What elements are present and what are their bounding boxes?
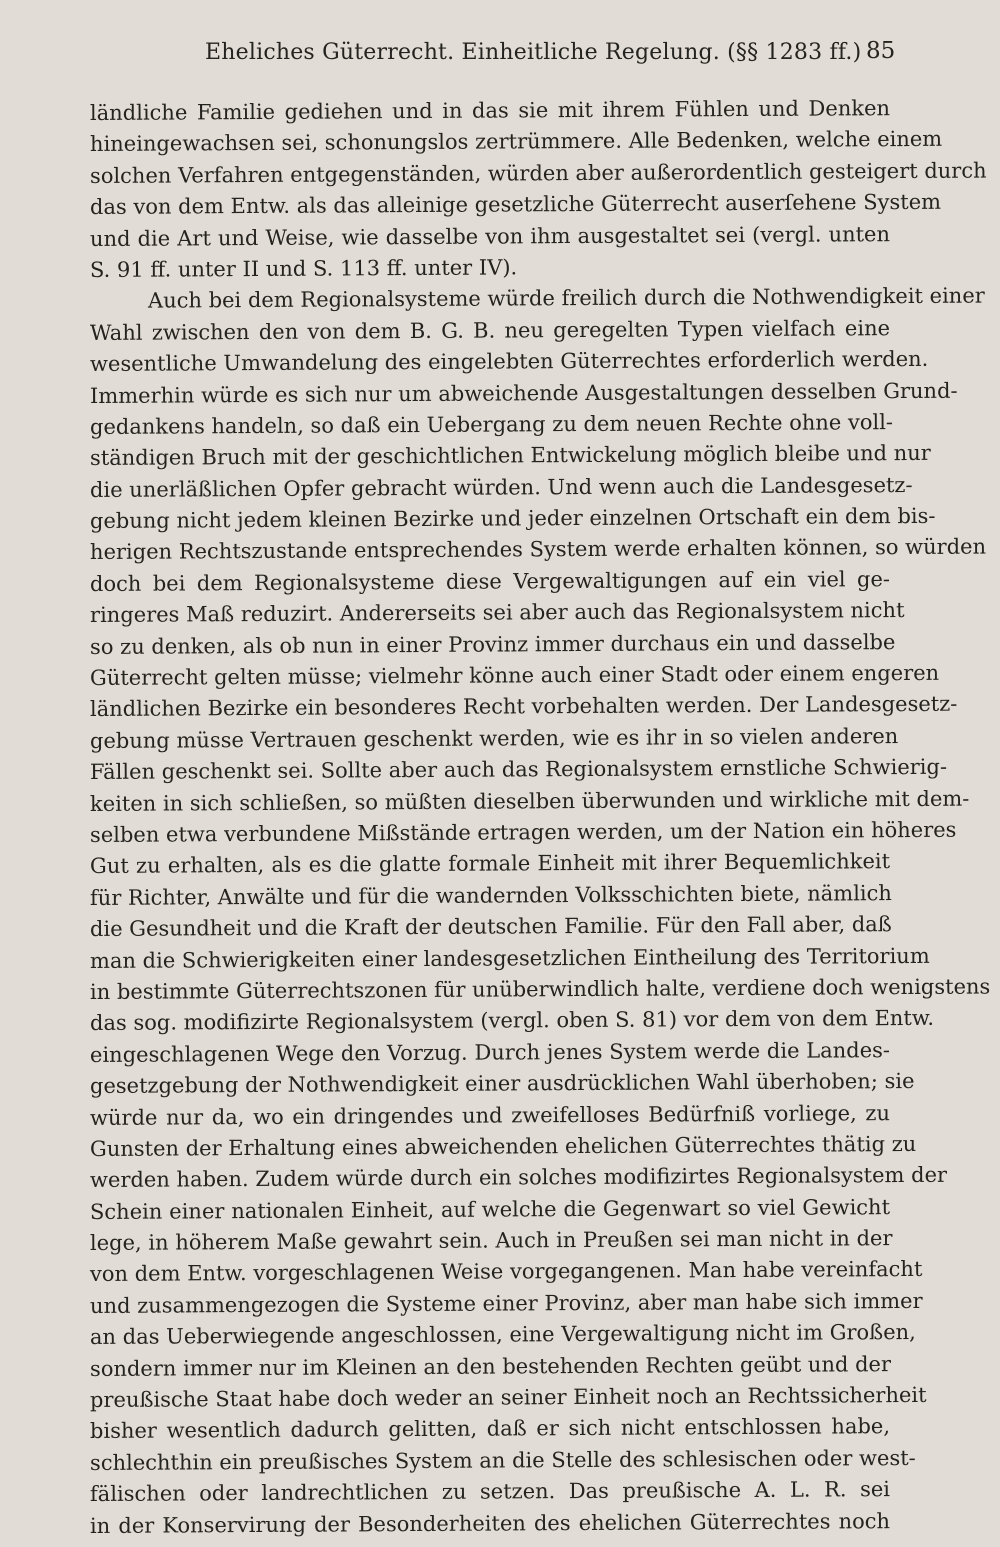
text-line: ländliche Familie gediehen und in das sie mit ihrem Fühlen und Denken [89, 96, 891, 125]
text-line: preußische Staat habe doch weder an seiner Einheit noch an Rechtssicherheit [89, 1382, 927, 1413]
text-line: gesetzgebung der Nothwendigkeit einer ausdrücklichen Wahl überhoben; sie [89, 1069, 915, 1099]
text-line: und zusammengezogen die Systeme einer Provinz, aber man habe sich immer [89, 1288, 923, 1318]
text-line: werden haben. Zudem würde durch ein solches modifizirtes Regionalsystem der [89, 1163, 948, 1193]
text-line: Immerhin würde es sich nur um abweichende Ausgestaltungen desselben Grund- [89, 378, 958, 408]
text-line: man die Schwierigkeiten einer landesgesetzlichen Eintheilung des Territorium [89, 943, 930, 973]
text-line: gebung nicht jedem kleinen Bezirke und jeder einzelnen Ortschaft ein dem bis- [89, 503, 936, 534]
text-line: schlechthin ein preußisches System an die Stelle des schlesischen oder west- [89, 1445, 916, 1475]
text-line: gedankens handeln, so daß ein Uebergang zu dem neuen Rechte ohne voll- [89, 410, 894, 439]
text-line: S. 91 ff. unter II und S. 113 ff. unter IV). [89, 255, 518, 282]
text-line: und die Art und Weise, wie dasselbe von ihm ausgestaltet sei (vergl. unten [89, 221, 891, 251]
running-head [0, 0, 1000, 90]
text-line: gebung müsse Vertrauen geschenkt werden, wie es ihr in so vielen anderen [89, 723, 899, 753]
paragraph-start-line: Auch bei dem Regionalsysteme würde freilich durch die Nothwendigkeit einer [147, 283, 985, 313]
text-line: das sog. modifizirte Regionalsystem (vergl. oben S. 81) vor dem von dem Entw. [89, 1006, 935, 1036]
text-line: würde nur da, wo ein dringendes und zweifelloses Bedürfniß vorliege, zu [89, 1100, 891, 1130]
text-line: so zu denken, als ob nun in einer Provinz immer durchaus ein und dasselbe [89, 629, 896, 659]
text-line: doch bei dem Regionalsysteme diese Vergewaltigungen auf ein viel ge- [89, 566, 891, 596]
text-line: selben etwa verbundene Mißstände ertragen werden, um der Nation ein höheres [89, 817, 957, 847]
text-line: bisher wesentlich dadurch gelitten, daß er sich nicht entschlossen habe, [89, 1414, 891, 1444]
running-title: Eheliches Güterrecht. Einheitliche Regelung. (§§ 1283 ff.) [205, 40, 862, 65]
text-line: lege, in höherem Maße gewahrt sein. Auch in Preußen sei man nicht in der [89, 1226, 893, 1256]
text-line: ringeres Maß reduzirt. Andererseits sei aber auch das Regionalsystem nicht [89, 598, 905, 628]
text-line: wesentliche Umwandelung des eingelebten Güterrechtes erforderlich werden. [89, 347, 929, 377]
text-line: in bestimmte Güterrechtszonen für unüberwindlich halte, verdiene doch wenigstens [89, 974, 991, 1004]
text-line: solchen Verfahren entgegenständen, würden aber außerordentlich gesteigert durch [89, 158, 987, 188]
text-line: eingeschlagenen Wege den Vorzug. Durch jenes System werde die Landes- [89, 1037, 891, 1067]
text-line: für Richter, Anwälte und für die wandernden Volksschichten biete, nämlich [89, 880, 892, 910]
text-line: ländlichen Bezirke ein besonderes Recht vorbehalten werden. Der Landesgesetz- [89, 692, 958, 722]
text-line: von dem Entw. vorgeschlagenen Weise vorgegangenen. Man habe vereinfacht [89, 1257, 923, 1287]
text-line: Fällen geschenkt sei. Sollte aber auch das Regionalsystem ernstliche Schwierig- [89, 754, 948, 785]
text-line: Gut zu erhalten, als es die glatte formale Einheit mit ihrer Bequemlichkeit [89, 849, 891, 879]
body-text [89, 96, 991, 1542]
text-line: sondern immer nur im Kleinen an den bestehenden Rechten geübt und der [89, 1351, 892, 1381]
text-line: an das Ueberwiegende angeschlossen, eine Vergewaltigung nicht im Großen, [89, 1320, 916, 1350]
text-line: keiten in sich schließen, so müßten dieselben überwunden und wirkliche mit dem- [89, 786, 970, 816]
text-line: Wahl zwischen den von dem B. G. B. neu geregelten Typen vielfach eine [89, 315, 891, 345]
text-line: in der Konservirung der Besonderheiten des ehelichen Güterrechtes noch [89, 1508, 891, 1538]
page-number: 85 [866, 38, 896, 64]
text-line: Güterrecht gelten müsse; vielmehr könne auch einer Stadt oder einem engeren [89, 660, 940, 691]
text-line: die unerläßlichen Opfer gebracht würden. Und wenn auch die Landesgesetz- [89, 472, 913, 502]
text-line: fälischen oder landrechtlichen zu setzen. Das preußische A. L. R. sei [89, 1477, 891, 1507]
text-line: das von dem Entw. als das alleinige gesetzliche Güterrecht auserſehene System [89, 189, 942, 220]
text-line: Schein einer nationalen Einheit, auf welche die Gegenwart so viel Gewicht [89, 1194, 891, 1224]
text-line: ständigen Bruch mit der geschichtlichen Entwickelung möglich bleibe und nur [89, 441, 931, 471]
text-line: hineingewachsen sei, schonungslos zertrümmere. Alle Bedenken, welche einem [89, 127, 943, 157]
text-line: die Gesundheit und die Kraft der deutschen Familie. Für den Fall aber, daß [89, 912, 892, 942]
text-line: herigen Rechtszustande entsprechendes System werde erhalten können, so würden [89, 534, 987, 565]
text-line: Gunsten der Erhaltung eines abweichenden ehelichen Güterrechtes thätig zu [89, 1131, 917, 1161]
